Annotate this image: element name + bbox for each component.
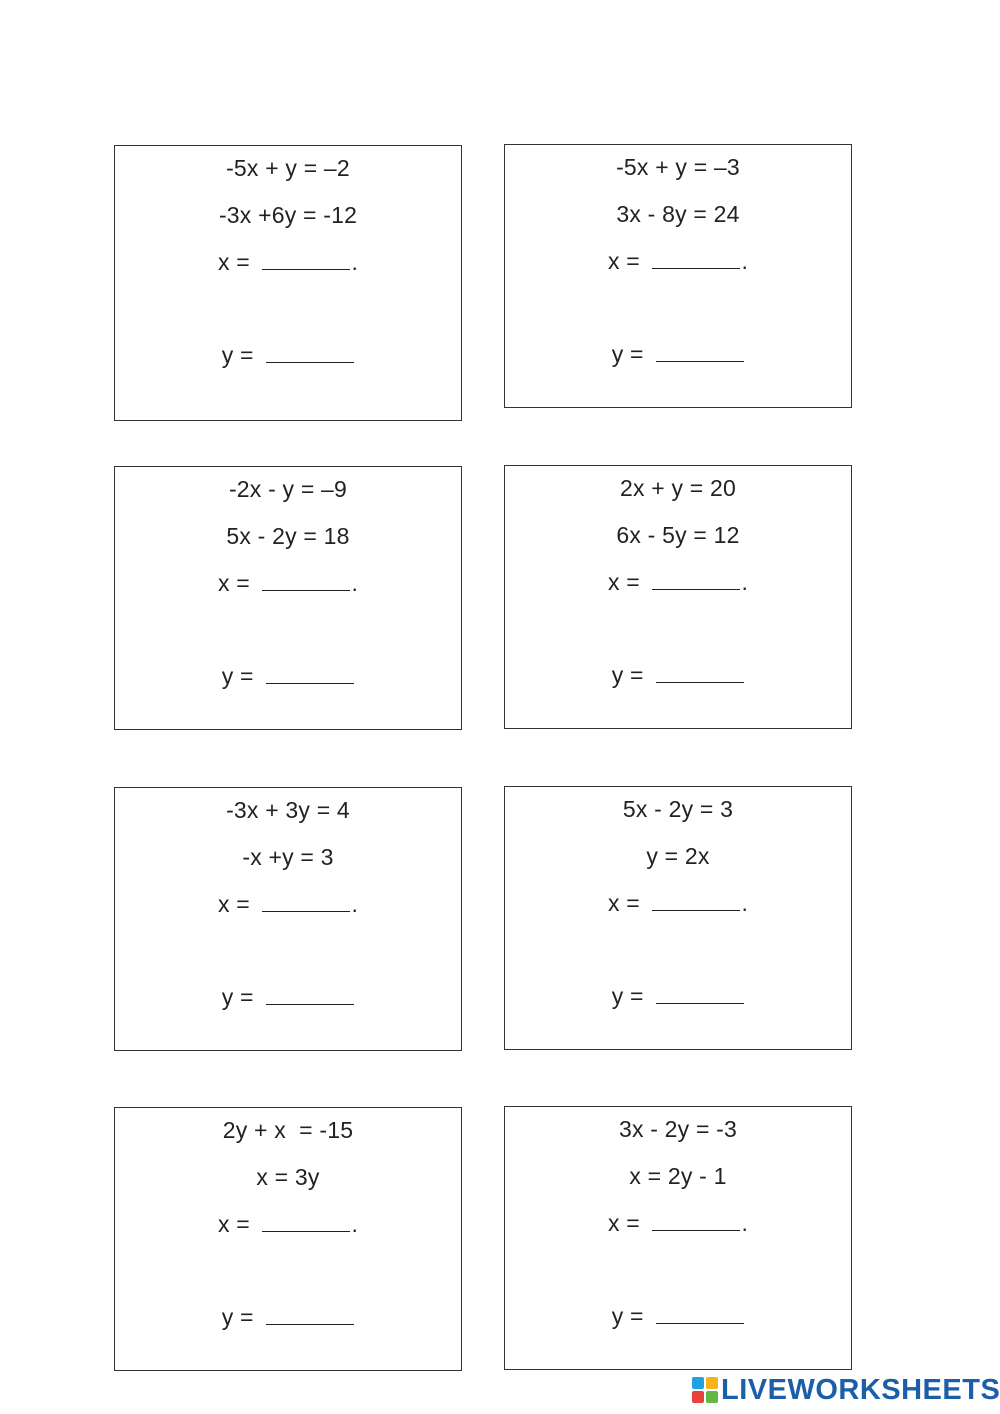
problem-card-1 [114,145,462,421]
x-suffix: . [741,248,749,274]
equation-1: -5x + y = –2 [226,155,350,181]
x-label: x = [217,891,257,917]
y-answer-blank[interactable] [656,341,744,362]
x-label: x = [217,570,257,596]
x-answer-blank[interactable] [262,1211,350,1232]
x-label: x = [607,890,647,916]
equation-1: 3x - 2y = -3 [618,1116,738,1142]
y-label: y = [221,984,261,1010]
y-label: y = [221,663,261,689]
y-label: y = [221,342,261,368]
answer-x-row [115,890,461,918]
answer-y-row [505,340,851,368]
x-suffix: . [351,1211,359,1237]
liveworksheets-logo [692,1373,1000,1407]
equation-2: -3x +6y = -12 [218,202,358,228]
y-label: y = [611,1303,651,1329]
equation-2: 5x - 2y = 18 [226,523,350,549]
x-answer-blank[interactable] [652,890,740,911]
x-label: x = [607,1210,647,1236]
x-label: x = [607,569,647,595]
answer-y-row [505,982,851,1010]
y-answer-blank[interactable] [266,1304,354,1325]
x-answer-blank[interactable] [652,1210,740,1231]
y-answer-blank[interactable] [656,983,744,1004]
x-label: x = [217,249,257,275]
equation-1: -5x + y = –3 [616,154,740,180]
equation-2: x = 2y - 1 [629,1163,727,1189]
answer-x-row [505,247,851,275]
equation-1: 2x + y = 20 [620,475,736,501]
y-answer-blank[interactable] [656,1303,744,1324]
x-label: x = [217,1211,257,1237]
logo-square-green [706,1391,718,1403]
x-label: x = [607,248,647,274]
problem-card-6 [504,786,852,1050]
y-label: y = [221,1304,261,1330]
equation-1: 2y + x = -15 [222,1117,354,1143]
x-answer-blank[interactable] [262,249,350,270]
problem-card-4 [504,465,852,729]
y-answer-blank[interactable] [266,984,354,1005]
equation-1: -3x + 3y = 4 [226,797,350,823]
logo-square-blue [692,1377,704,1389]
logo-square-yellow [706,1377,718,1389]
answer-y-row [115,341,461,369]
x-suffix: . [351,891,359,917]
x-answer-blank[interactable] [652,248,740,269]
equation-2: 6x - 5y = 12 [616,522,740,548]
x-suffix: . [741,569,749,595]
answer-x-row [505,568,851,596]
logo-square-red [692,1391,704,1403]
answer-y-row [115,662,461,690]
x-suffix: . [351,249,359,275]
equation-1: -2x - y = –9 [228,476,348,502]
answer-y-row [505,1302,851,1330]
y-label: y = [611,341,651,367]
x-suffix: . [351,570,359,596]
answer-y-row [505,661,851,689]
answer-x-row [505,1209,851,1237]
problem-card-5 [114,787,462,1051]
x-suffix: . [741,1210,749,1236]
y-answer-blank[interactable] [266,342,354,363]
x-suffix: . [741,890,749,916]
equation-1: 5x - 2y = 3 [622,796,734,822]
x-answer-blank[interactable] [652,569,740,590]
answer-y-row [115,983,461,1011]
problem-card-8 [504,1106,852,1370]
answer-x-row [115,569,461,597]
logo-text: LIVEWORKSHEETS [721,1373,1000,1406]
answer-x-row [505,889,851,917]
y-label: y = [611,983,651,1009]
liveworksheets-logo-icon [692,1377,718,1403]
equation-2: 3x - 8y = 24 [616,201,740,227]
answer-y-row [115,1303,461,1331]
x-answer-blank[interactable] [262,891,350,912]
equation-2: -x +y = 3 [242,844,334,870]
equation-2: y = 2x [646,843,710,869]
problem-card-2 [504,144,852,408]
y-answer-blank[interactable] [656,662,744,683]
problem-card-7 [114,1107,462,1371]
y-label: y = [611,662,651,688]
answer-x-row [115,1210,461,1238]
equation-2: x = 3y [256,1164,320,1190]
problem-card-3 [114,466,462,730]
y-answer-blank[interactable] [266,663,354,684]
answer-x-row [115,248,461,276]
x-answer-blank[interactable] [262,570,350,591]
